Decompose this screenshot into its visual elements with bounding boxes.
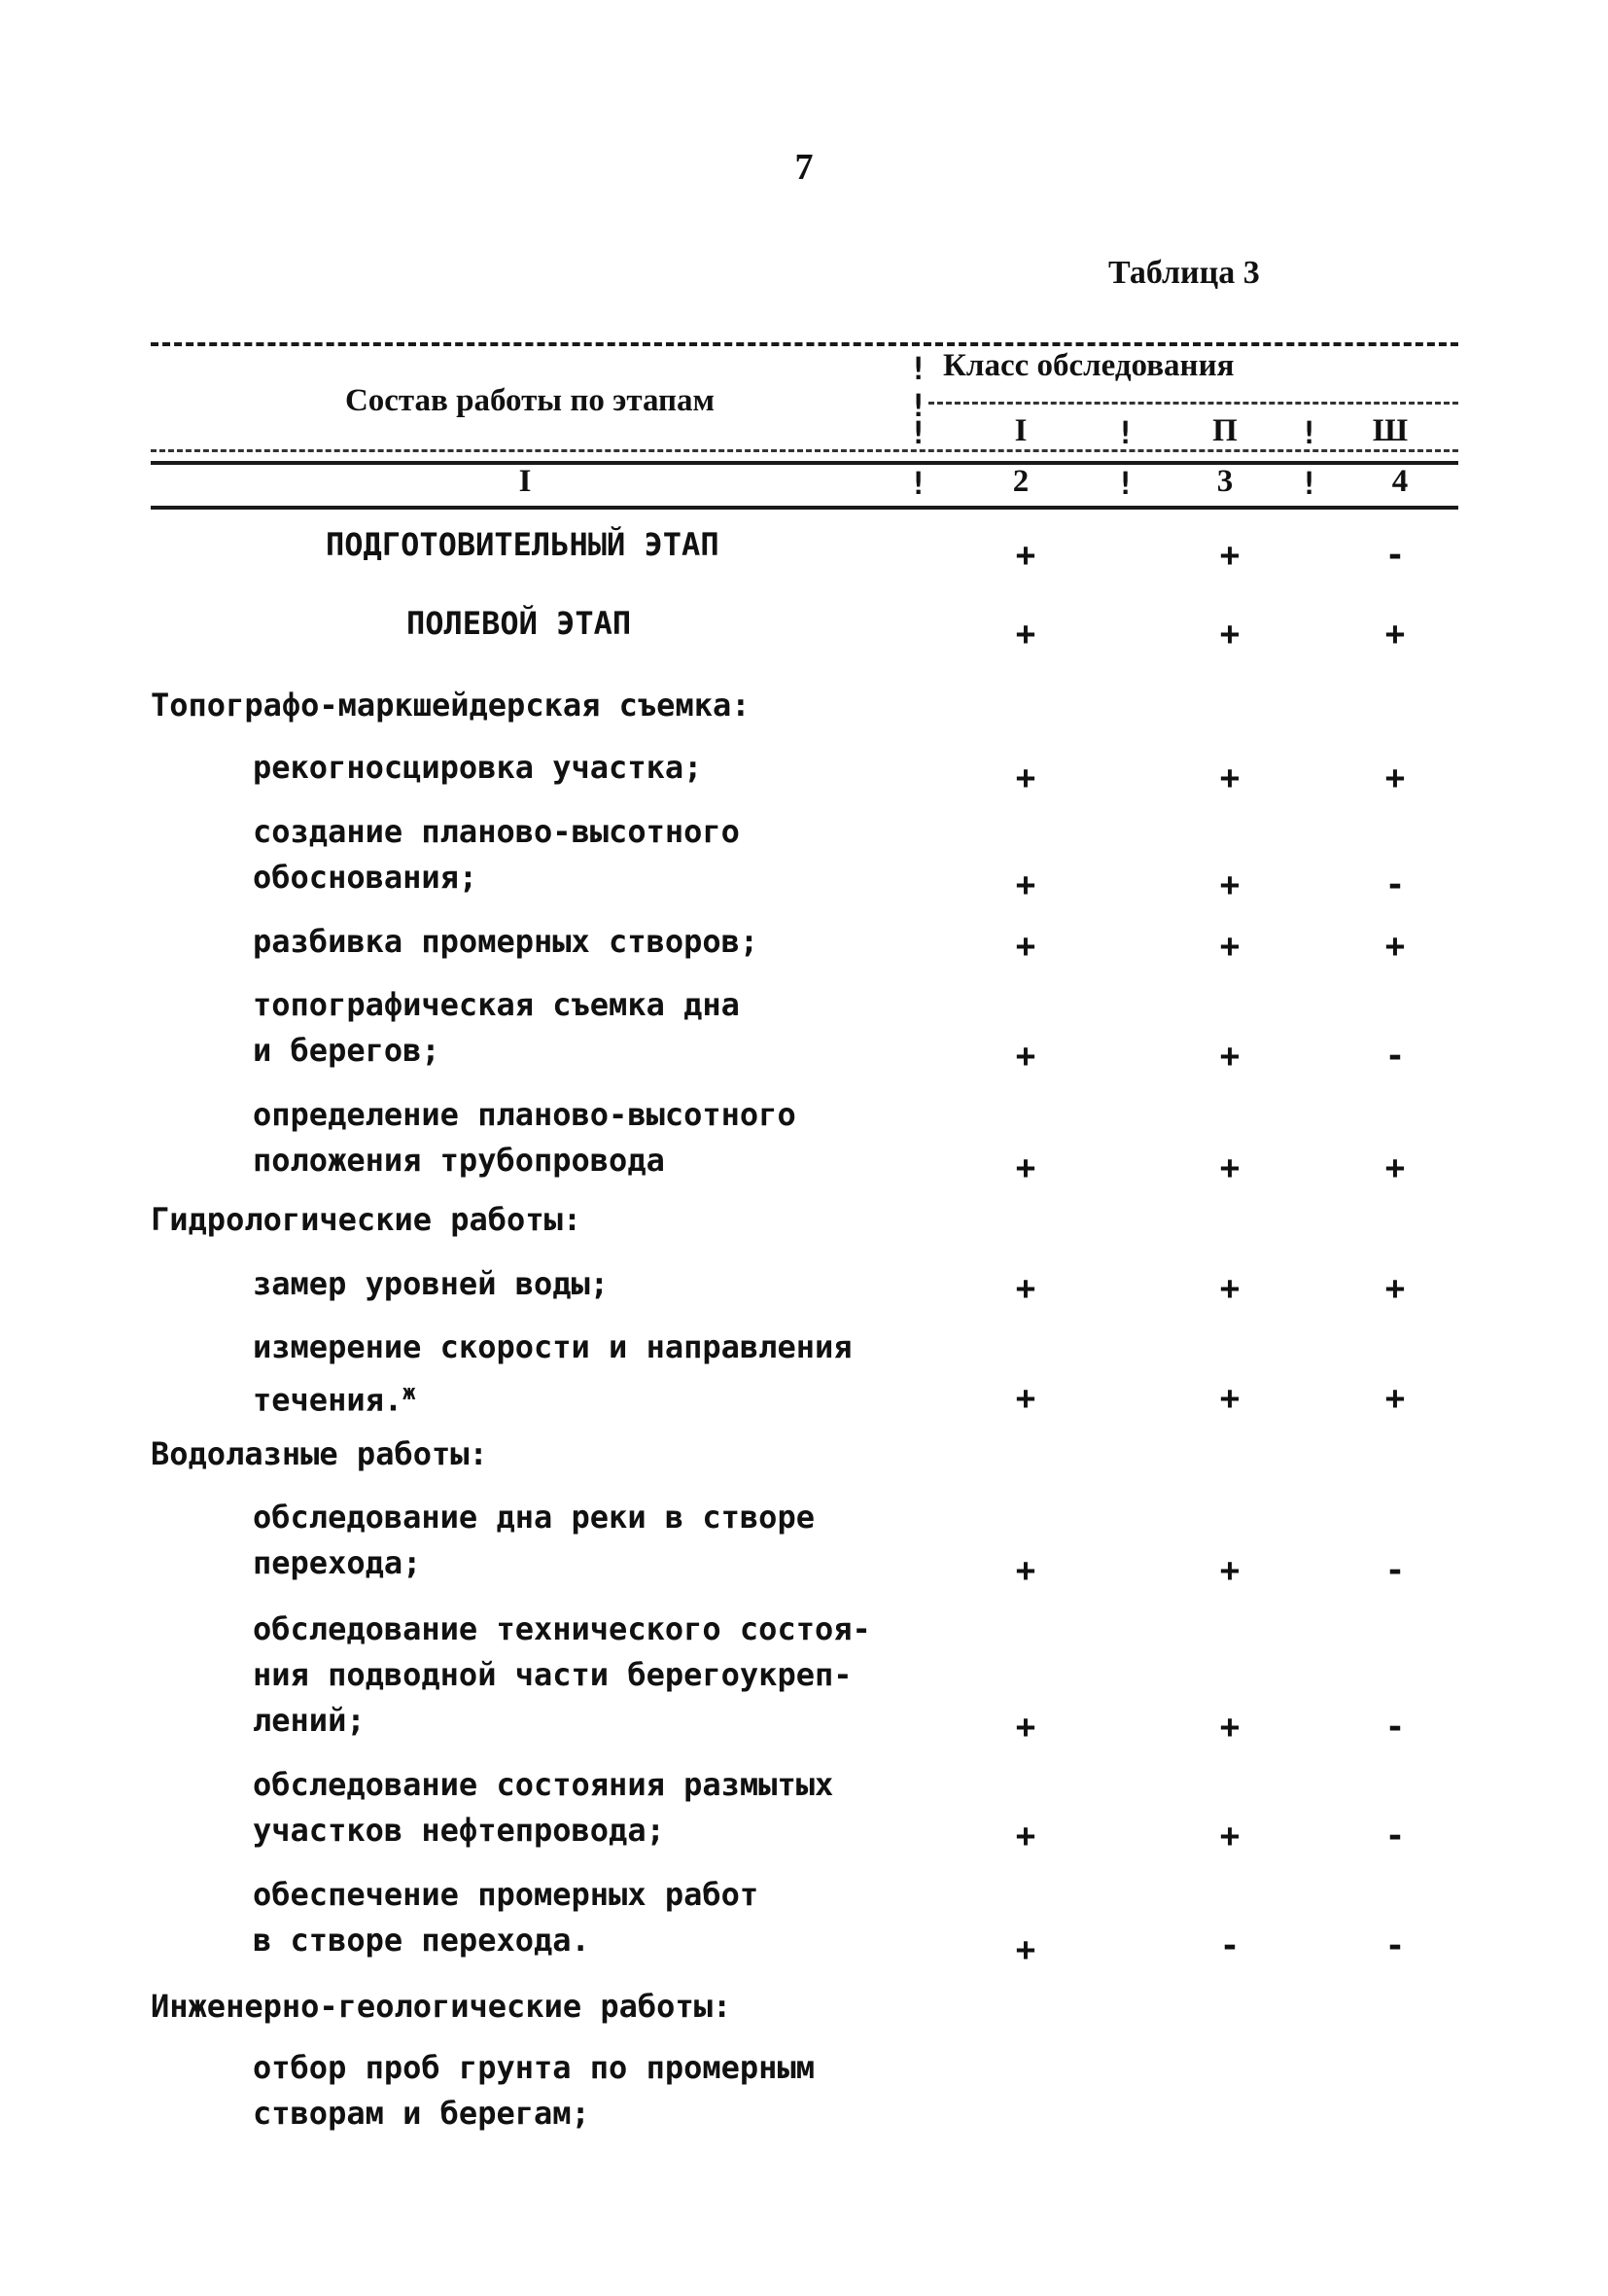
mark-class-2: + — [1219, 759, 1241, 797]
footnote-marker: ж — [402, 1381, 416, 1405]
header-class-1: I — [1014, 413, 1028, 448]
row-label-line: ПОДГОТОВИТЕЛЬНЫЙ ЭТАП — [326, 526, 719, 563]
mark-class-3: + — [1384, 1148, 1406, 1187]
mark-class-3: - — [1384, 536, 1406, 575]
mark-class-2: + — [1219, 1817, 1241, 1855]
row-label-line: измерение скорости и направления — [253, 1328, 853, 1365]
mark-class-1: + — [1015, 1269, 1036, 1308]
row-label — [253, 745, 702, 791]
mark-class-3: - — [1384, 1926, 1406, 1965]
column-number-2: 2 — [1012, 464, 1030, 499]
mark-class-2: + — [1219, 1708, 1241, 1747]
mark-class-1: + — [1015, 1551, 1036, 1590]
row-label — [253, 1495, 815, 1586]
header-top-rule — [151, 342, 1458, 346]
class-group-rule — [928, 402, 1458, 405]
mark-class-2: - — [1219, 1926, 1241, 1965]
row-label-line: ния подводной части берегоукреп- — [253, 1656, 853, 1693]
row-label-line: обследование состояния размытых — [253, 1766, 834, 1803]
section-heading — [151, 1197, 581, 1243]
mark-class-3: - — [1384, 1037, 1406, 1076]
row-label-line: и берегов; — [253, 1032, 440, 1069]
row-label — [253, 1261, 609, 1307]
header-works-by-stage: Состав работы по этапам — [344, 383, 716, 418]
mark-class-1: + — [1015, 1930, 1036, 1969]
column-separator: ! — [1300, 465, 1319, 502]
row-label-line: лений; — [253, 1702, 366, 1739]
row-label-line: Гидрологические работы: — [151, 1201, 582, 1238]
mark-class-2: + — [1219, 1037, 1241, 1076]
section-heading — [151, 1431, 488, 1477]
mark-class-2: + — [1219, 615, 1241, 653]
header-mid-rule — [151, 449, 1458, 452]
mark-class-3: + — [1384, 1269, 1406, 1308]
mark-class-2: + — [1219, 865, 1241, 904]
mark-class-2: + — [1219, 1269, 1241, 1308]
row-label-line: Инженерно-геологические работы: — [151, 1988, 732, 2025]
mark-class-1: + — [1015, 865, 1036, 904]
mark-class-1: + — [1015, 1708, 1036, 1747]
mark-class-2: + — [1219, 536, 1241, 575]
row-label-line: отбор проб грунта по промерным — [253, 2049, 815, 2086]
mark-class-1: + — [1015, 1148, 1036, 1187]
column-separator: ! — [1116, 465, 1136, 502]
column-separator: ! — [909, 414, 928, 451]
row-label-line: разбивка промерных створов; — [253, 923, 759, 960]
row-label — [253, 809, 740, 901]
mark-class-3: + — [1384, 927, 1406, 966]
column-number-3: 3 — [1216, 464, 1234, 499]
mark-class-1: + — [1015, 1037, 1036, 1076]
row-label-line: топографическая съемка дна — [253, 986, 740, 1023]
row-label-line: Топографо-маркшейдерская съемка: — [151, 687, 751, 724]
section-heading — [151, 1984, 731, 2030]
row-label-line: в створе перехода. — [253, 1922, 590, 1959]
mark-class-3: + — [1384, 1379, 1406, 1418]
mark-class-3: - — [1384, 1708, 1406, 1747]
row-label-line: обследование дна реки в створе — [253, 1499, 815, 1536]
header-bottom-rule — [151, 506, 1458, 510]
row-label — [253, 1762, 833, 1854]
row-label-text: течения. — [253, 1381, 403, 1419]
mark-class-2: + — [1219, 1551, 1241, 1590]
row-label-line: замер уровней воды; — [253, 1265, 610, 1302]
header-class-3: Ш — [1372, 413, 1409, 448]
row-label-line: положения трубопровода — [253, 1142, 665, 1179]
page-number: 7 — [794, 147, 814, 188]
header-class-group: Класс обследования — [943, 348, 1235, 383]
section-heading — [151, 683, 751, 728]
row-label-line: створам и берегам; — [253, 2095, 590, 2132]
row-label-line: рекогносцировка участка; — [253, 749, 703, 786]
row-label — [253, 2045, 815, 2137]
row-label-line: перехода; — [253, 1544, 422, 1581]
mark-class-2: + — [1219, 1148, 1241, 1187]
column-separator: ! — [1300, 414, 1319, 451]
mark-class-1: + — [1015, 615, 1036, 653]
row-label-line: обоснования; — [253, 859, 478, 896]
row-label-line: создание планово-высотного — [253, 813, 740, 850]
header-class-2: П — [1212, 413, 1238, 448]
mark-class-1: + — [1015, 1817, 1036, 1855]
column-separator: ! — [1116, 414, 1136, 451]
row-label — [253, 1092, 796, 1183]
row-label-line: ПОЛЕВОЙ ЭТАП — [406, 605, 632, 642]
column-separator: ! — [909, 350, 928, 387]
column-number-4: 4 — [1391, 464, 1409, 499]
table-caption: Таблица 3 — [1108, 255, 1260, 291]
mark-class-2: + — [1219, 927, 1241, 966]
row-label — [253, 1607, 871, 1744]
row-label-line — [253, 1370, 853, 1424]
mark-class-1: + — [1015, 1379, 1036, 1418]
row-label — [406, 601, 631, 647]
row-label — [253, 919, 758, 965]
column-separator: ! — [909, 465, 928, 502]
mark-class-1: + — [1015, 759, 1036, 797]
row-label — [253, 1325, 853, 1424]
mark-class-3: + — [1384, 759, 1406, 797]
mark-class-3: - — [1384, 865, 1406, 904]
row-label — [253, 982, 740, 1074]
row-label-line: участков нефтепровода; — [253, 1812, 665, 1849]
mark-class-2: + — [1219, 1379, 1241, 1418]
mark-class-1: + — [1015, 536, 1036, 575]
mark-class-3: - — [1384, 1551, 1406, 1590]
mark-class-3: - — [1384, 1817, 1406, 1855]
row-label-line: определение планово-высотного — [253, 1096, 796, 1133]
column-number-1: I — [518, 464, 532, 499]
mark-class-3: + — [1384, 615, 1406, 653]
row-label — [253, 1872, 758, 1963]
mark-class-1: + — [1015, 927, 1036, 966]
row-label-line: обеспечение промерных работ — [253, 1876, 759, 1913]
row-label-line: обследование технического состоя- — [253, 1610, 871, 1647]
row-label — [326, 522, 719, 568]
column-separator: ! — [909, 387, 928, 424]
row-label-line: Водолазные работы: — [151, 1435, 488, 1472]
